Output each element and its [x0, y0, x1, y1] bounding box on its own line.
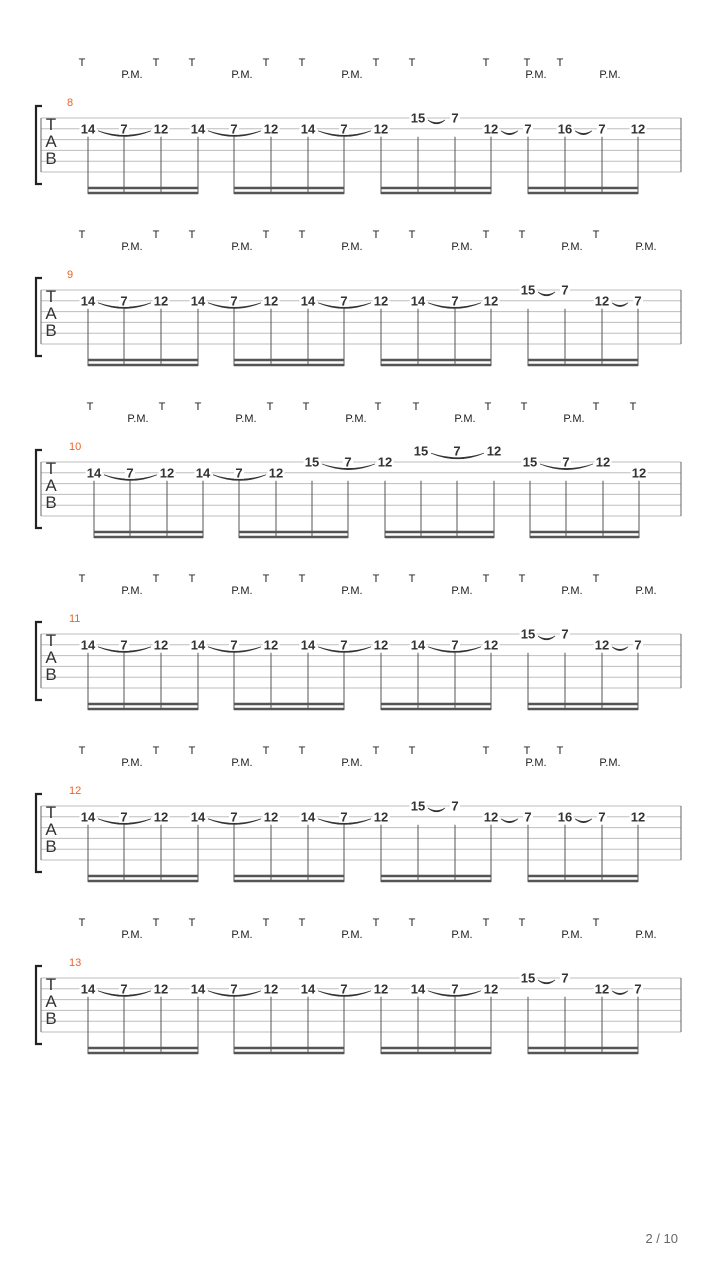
tap-marking: T — [412, 401, 420, 413]
fret-number: 14 — [195, 465, 211, 481]
fret-number: 7 — [230, 981, 238, 997]
tap-marking: T — [482, 57, 490, 69]
fret-number: 16 — [557, 121, 573, 137]
tap-marking: T — [556, 57, 564, 69]
fret-number: 12 — [631, 465, 647, 481]
palm-mute-marking: P.M. — [599, 757, 621, 769]
tab-system — [36, 917, 681, 1054]
fret-number: 12 — [153, 293, 169, 309]
fret-number: 15 — [522, 454, 538, 470]
palm-mute-marking: P.M. — [525, 757, 547, 769]
fret-number: 12 — [483, 637, 499, 653]
fret-number: 14 — [190, 637, 206, 653]
palm-mute-marking: P.M. — [231, 757, 253, 769]
palm-mute-marking: P.M. — [121, 585, 143, 597]
fret-number: 12 — [373, 809, 389, 825]
palm-mute-marking: P.M. — [454, 413, 476, 425]
palm-mute-marking: P.M. — [341, 757, 363, 769]
tap-marking: T — [298, 573, 306, 585]
tap-marking: T — [86, 401, 94, 413]
fret-number: 14 — [80, 981, 96, 997]
tab-clef-letter: T — [45, 287, 57, 306]
tap-marking: T — [298, 57, 306, 69]
tab-clef-letter: A — [45, 132, 57, 151]
tap-marking: T — [194, 401, 202, 413]
tap-marking: T — [518, 229, 526, 241]
fret-number: 12 — [594, 293, 610, 309]
fret-number: 7 — [451, 637, 459, 653]
fret-number: 7 — [634, 293, 642, 309]
tap-marking: T — [78, 745, 86, 757]
tap-marking: T — [372, 57, 380, 69]
tap-marking: T — [374, 401, 382, 413]
fret-number: 14 — [80, 809, 96, 825]
tab-clef-letter: A — [45, 304, 57, 323]
palm-mute-marking: P.M. — [235, 413, 257, 425]
fret-number: 15 — [520, 282, 536, 298]
slur — [428, 120, 445, 124]
tap-marking: T — [298, 917, 306, 929]
tab-system — [36, 401, 681, 538]
tap-marking: T — [262, 229, 270, 241]
fret-number: 12 — [373, 637, 389, 653]
tab-clef-letter: A — [45, 648, 57, 667]
fret-number: 12 — [159, 465, 175, 481]
fret-number: 7 — [561, 282, 569, 298]
fret-number: 12 — [373, 293, 389, 309]
tap-marking: T — [262, 917, 270, 929]
tap-marking: T — [520, 401, 528, 413]
slur — [538, 980, 555, 984]
fret-number: 12 — [263, 981, 279, 997]
tap-marking: T — [152, 745, 160, 757]
fret-number: 12 — [373, 121, 389, 137]
fret-number: 12 — [377, 454, 393, 470]
palm-mute-marking: P.M. — [341, 585, 363, 597]
palm-mute-marking: P.M. — [563, 413, 585, 425]
tap-marking: T — [592, 917, 600, 929]
palm-mute-marking: P.M. — [635, 585, 657, 597]
tap-marking: T — [592, 401, 600, 413]
fret-number: 7 — [126, 465, 134, 481]
fret-number: 7 — [524, 809, 532, 825]
slur — [612, 303, 628, 307]
fret-number: 7 — [340, 981, 348, 997]
tap-marking: T — [484, 401, 492, 413]
fret-number: 7 — [340, 809, 348, 825]
fret-number: 12 — [153, 981, 169, 997]
slur — [538, 292, 555, 296]
tap-marking: T — [482, 573, 490, 585]
fret-number: 12 — [263, 809, 279, 825]
measure-number: 11 — [69, 613, 81, 625]
tap-marking: T — [262, 745, 270, 757]
fret-number: 7 — [634, 981, 642, 997]
slur — [538, 636, 555, 640]
fret-number: 14 — [410, 293, 426, 309]
fret-number: 7 — [598, 121, 606, 137]
fret-number: 7 — [634, 637, 642, 653]
fret-number: 12 — [373, 981, 389, 997]
tap-marking: T — [408, 917, 416, 929]
slur — [575, 819, 592, 823]
slur — [575, 131, 592, 135]
tap-marking: T — [152, 229, 160, 241]
fret-number: 7 — [230, 121, 238, 137]
tap-marking: T — [152, 57, 160, 69]
tap-marking: T — [262, 57, 270, 69]
tap-marking: T — [298, 229, 306, 241]
fret-number: 14 — [80, 121, 96, 137]
tap-marking: T — [518, 917, 526, 929]
fret-number: 16 — [557, 809, 573, 825]
slur — [501, 819, 518, 823]
fret-number: 7 — [451, 798, 459, 814]
fret-number: 12 — [483, 981, 499, 997]
palm-mute-marking: P.M. — [561, 585, 583, 597]
fret-number: 12 — [630, 809, 646, 825]
palm-mute-marking: P.M. — [451, 929, 473, 941]
tap-marking: T — [408, 57, 416, 69]
fret-number: 14 — [190, 293, 206, 309]
tab-clef-letter: T — [45, 975, 57, 994]
palm-mute-marking: P.M. — [121, 69, 143, 81]
fret-number: 12 — [263, 121, 279, 137]
fret-number: 15 — [413, 443, 429, 459]
fret-number: 7 — [598, 809, 606, 825]
fret-number: 14 — [80, 293, 96, 309]
tab-clef-letter: B — [45, 493, 57, 512]
fret-number: 7 — [453, 443, 461, 459]
tap-marking: T — [298, 745, 306, 757]
fret-number: 12 — [595, 454, 611, 470]
tap-marking: T — [482, 229, 490, 241]
tap-marking: T — [408, 573, 416, 585]
tab-clef-letter: B — [45, 321, 57, 340]
fret-number: 14 — [300, 293, 316, 309]
tap-marking: T — [372, 745, 380, 757]
page-number: 2 / 10 — [645, 1231, 678, 1246]
fret-number: 15 — [520, 626, 536, 642]
fret-number: 14 — [410, 637, 426, 653]
tab-clef-letter: A — [45, 820, 57, 839]
palm-mute-marking: P.M. — [525, 69, 547, 81]
fret-number: 12 — [594, 981, 610, 997]
fret-number: 7 — [340, 121, 348, 137]
fret-number: 7 — [120, 293, 128, 309]
fret-number: 7 — [344, 454, 352, 470]
measure-number: 9 — [67, 269, 74, 281]
tap-marking: T — [188, 229, 196, 241]
fret-number: 14 — [300, 981, 316, 997]
palm-mute-marking: P.M. — [341, 241, 363, 253]
tab-clef-letter: B — [45, 665, 57, 684]
tap-marking: T — [592, 573, 600, 585]
fret-number: 7 — [230, 293, 238, 309]
tap-marking: T — [372, 573, 380, 585]
slur — [612, 991, 628, 995]
tab-clef-letter: A — [45, 476, 57, 495]
palm-mute-marking: P.M. — [345, 413, 367, 425]
tab-clef-letter: A — [45, 992, 57, 1011]
fret-number: 12 — [483, 293, 499, 309]
fret-number: 14 — [300, 637, 316, 653]
fret-number: 7 — [451, 110, 459, 126]
palm-mute-marking: P.M. — [341, 69, 363, 81]
fret-number: 12 — [263, 293, 279, 309]
tap-marking: T — [152, 917, 160, 929]
fret-number: 12 — [153, 637, 169, 653]
palm-mute-marking: P.M. — [231, 929, 253, 941]
tap-marking: T — [408, 745, 416, 757]
tab-clef-letter: B — [45, 837, 57, 856]
tap-marking: T — [188, 917, 196, 929]
fret-number: 7 — [230, 809, 238, 825]
tap-marking: T — [266, 401, 274, 413]
tap-marking: T — [188, 57, 196, 69]
tab-system — [36, 573, 681, 710]
fret-number: 14 — [190, 121, 206, 137]
tab-clef-letter: T — [45, 631, 57, 650]
tab-clef-letter: T — [45, 803, 57, 822]
fret-number: 7 — [562, 454, 570, 470]
fret-number: 14 — [300, 809, 316, 825]
palm-mute-marking: P.M. — [451, 585, 473, 597]
fret-number: 12 — [486, 443, 502, 459]
fret-number: 12 — [153, 809, 169, 825]
palm-mute-marking: P.M. — [599, 69, 621, 81]
palm-mute-marking: P.M. — [231, 585, 253, 597]
tap-marking: T — [78, 573, 86, 585]
slur — [501, 131, 518, 135]
tab-system — [36, 745, 681, 882]
palm-mute-marking: P.M. — [451, 241, 473, 253]
fret-number: 12 — [483, 809, 499, 825]
fret-number: 7 — [561, 626, 569, 642]
fret-number: 7 — [561, 970, 569, 986]
fret-number: 7 — [120, 809, 128, 825]
fret-number: 12 — [483, 121, 499, 137]
tap-marking: T — [78, 57, 86, 69]
tab-clef-letter: B — [45, 149, 57, 168]
measure-number: 13 — [69, 957, 82, 969]
fret-number: 15 — [410, 798, 426, 814]
tap-marking: T — [556, 745, 564, 757]
tab-clef-letter: T — [45, 459, 57, 478]
tap-marking: T — [262, 573, 270, 585]
fret-number: 12 — [153, 121, 169, 137]
tap-marking: T — [523, 57, 531, 69]
palm-mute-marking: P.M. — [231, 241, 253, 253]
tab-clef-letter: T — [45, 115, 57, 134]
tap-marking: T — [523, 745, 531, 757]
tap-marking: T — [408, 229, 416, 241]
palm-mute-marking: P.M. — [127, 413, 149, 425]
tap-marking: T — [188, 745, 196, 757]
fret-number: 7 — [230, 637, 238, 653]
fret-number: 14 — [300, 121, 316, 137]
tap-marking: T — [78, 917, 86, 929]
tap-marking: T — [372, 917, 380, 929]
tap-marking: T — [592, 229, 600, 241]
fret-number: 12 — [630, 121, 646, 137]
palm-mute-marking: P.M. — [231, 69, 253, 81]
tap-marking: T — [629, 401, 637, 413]
palm-mute-marking: P.M. — [635, 929, 657, 941]
slur — [612, 647, 628, 651]
fret-number: 7 — [451, 981, 459, 997]
fret-number: 12 — [263, 637, 279, 653]
fret-number: 15 — [410, 110, 426, 126]
measure-number: 10 — [69, 441, 82, 453]
fret-number: 14 — [190, 981, 206, 997]
fret-number: 14 — [190, 809, 206, 825]
fret-number: 12 — [268, 465, 284, 481]
fret-number: 7 — [524, 121, 532, 137]
palm-mute-marking: P.M. — [561, 241, 583, 253]
tap-marking: T — [482, 917, 490, 929]
palm-mute-marking: P.M. — [121, 929, 143, 941]
fret-number: 7 — [120, 637, 128, 653]
tap-marking: T — [152, 573, 160, 585]
measure-number: 12 — [69, 785, 82, 797]
tap-marking: T — [518, 573, 526, 585]
palm-mute-marking: P.M. — [121, 241, 143, 253]
tap-marking: T — [482, 745, 490, 757]
tap-marking: T — [372, 229, 380, 241]
fret-number: 12 — [594, 637, 610, 653]
palm-mute-marking: P.M. — [121, 757, 143, 769]
tap-marking: T — [78, 229, 86, 241]
fret-number: 7 — [235, 465, 243, 481]
tab-system — [36, 229, 681, 366]
slur — [428, 808, 445, 812]
fret-number: 7 — [120, 121, 128, 137]
fret-number: 7 — [340, 293, 348, 309]
fret-number: 7 — [120, 981, 128, 997]
tab-clef-letter: B — [45, 1009, 57, 1028]
palm-mute-marking: P.M. — [341, 929, 363, 941]
tap-marking: T — [302, 401, 310, 413]
fret-number: 14 — [86, 465, 102, 481]
fret-number: 15 — [304, 454, 320, 470]
palm-mute-marking: P.M. — [635, 241, 657, 253]
fret-number: 14 — [80, 637, 96, 653]
tab-system — [36, 57, 681, 194]
fret-number: 7 — [451, 293, 459, 309]
tap-marking: T — [158, 401, 166, 413]
fret-number: 15 — [520, 970, 536, 986]
palm-mute-marking: P.M. — [561, 929, 583, 941]
tap-marking: T — [188, 573, 196, 585]
fret-number: 7 — [340, 637, 348, 653]
measure-number: 8 — [67, 97, 74, 109]
fret-number: 14 — [410, 981, 426, 997]
